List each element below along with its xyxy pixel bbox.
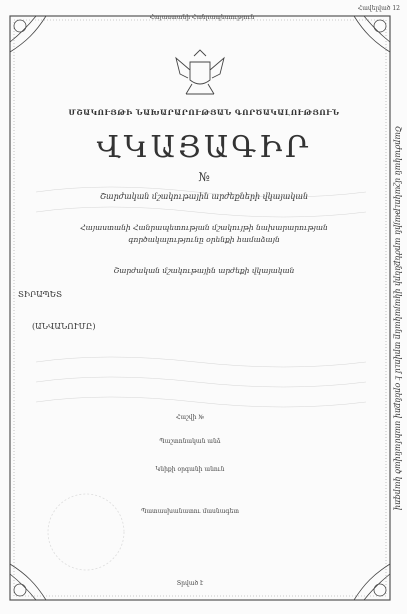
description-line-1: Շարժական մշակութային արժեքների վկայական [99, 192, 309, 201]
description-line-2a: Հայաստանի Հանրապետության մշակույթի նախարարության [80, 223, 328, 232]
document-title: ՎԿԱՅԱԳԻՐ [96, 130, 312, 165]
top-label: Հայաստանի Հանրապետություն [149, 14, 255, 21]
signature-line-3: Պատասխանատու մասնագետ [141, 508, 239, 515]
appendix-label: Հավելված 12 [357, 5, 400, 12]
number-label: № [198, 170, 210, 184]
signature-line-4: Տրված է [176, 580, 204, 587]
corner-ornament-bottom-left [10, 564, 46, 600]
corner-ornament-bottom-right [354, 564, 390, 600]
object-field-label: (ԱՆՎԱՆՈՒՄԸ) [32, 322, 96, 331]
guilloche-border [6, 12, 394, 604]
signature-line-2: Կնիքի օրգանի անուն [155, 466, 225, 473]
stamp-area [48, 494, 124, 570]
registration-number: Հաշվի № [176, 414, 204, 421]
background-pattern [36, 187, 366, 407]
corner-ornament-top-right [354, 16, 390, 52]
coat-of-arms-emblem [176, 50, 224, 94]
signature-line-1: Պաշտոնական անձ [159, 438, 221, 445]
ministry-name: ՄՇԱԿՈՒՅԹԻ ՆԱԽԱՐԱՐՈՒԹՅԱՆ ԳՈՐԾԱԿԱԼՈՒԹՅՈՒՆ [68, 108, 340, 117]
description-line-2b: գործակալությունը օրենքի համաձայն [128, 235, 280, 244]
right-margin-text: Շարժական մշակութային արժեքների վկայականը տրվում է օրենքով սահմանված կարգով [393, 125, 403, 511]
description-line-3: Շարժական մշակութային արժեքի վկայական [113, 266, 295, 275]
corner-ornament-top-left [10, 16, 46, 52]
owner-field-label: ՏԻՐԱՊԵՏ [18, 290, 63, 299]
